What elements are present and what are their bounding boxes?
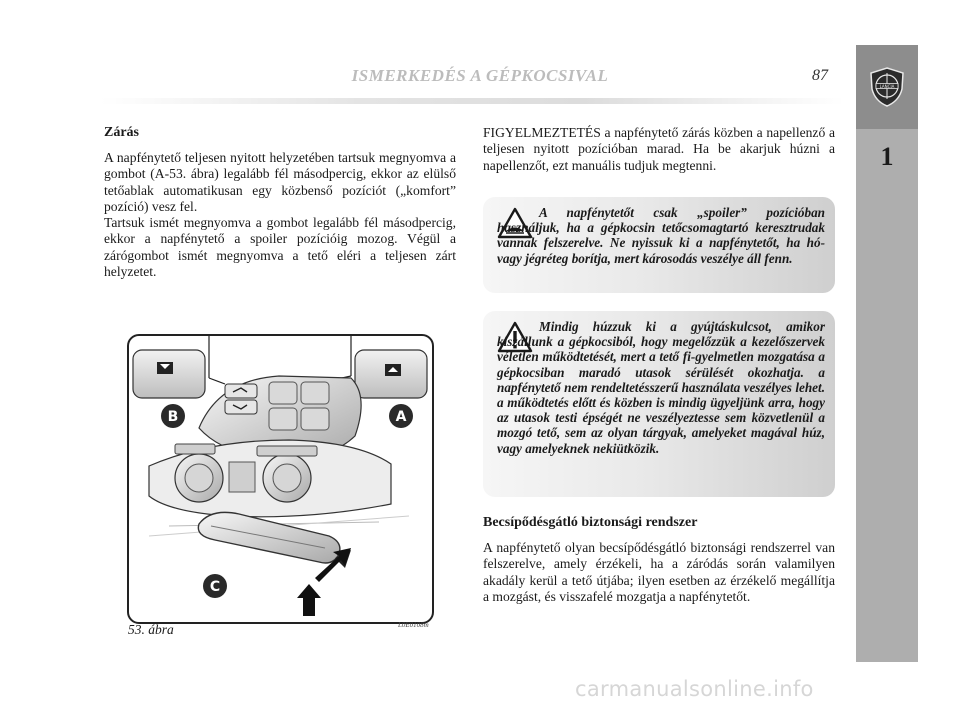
logo-text: LANCIA (879, 83, 895, 89)
sunroof-controls-drawing (129, 336, 432, 622)
logo-badge (856, 45, 918, 129)
right-column (483, 125, 835, 174)
label-a: A (395, 409, 407, 425)
note-text: A napfénytetőt csak „spoiler” pozícióban használjuk, ha a gépkocsin tetőcsomagtartó keresztrudak vannak felszerelve. Ne nyissuk ki a napfénytetőt, ha hó- vagy jégréteg borítja, mert károsodás veszélye áll fenn. (497, 205, 825, 266)
section-heading-closing: Zárás (104, 125, 139, 140)
note-text: Mindig húzzuk ki a gyújtáskulcsot, amikor kiszállunk a gépkocsiból, hogy megelőzzük a kezelőszervek véletlen működtetését, mert a tető fi-gyelmetlen mozgatása a gépkocsiban maradó utasok sérülését okozhatja. a napfénytető nem rendeltetésszerű használata veszélyes lehet. a működtetés előtt és közben is mindig ügyeljünk arra, hogy az utasok testi épségét ne veszélyeztesse sem közvetlenül a mozgó tető, sem az olyan tárgyak, amelyeket magával húz, vagy amelyeknek nekiütközik. (497, 319, 825, 456)
note-box-snow-ice (483, 197, 835, 293)
label-b: B (167, 409, 179, 425)
figure-caption: 53. ábra (128, 622, 174, 637)
paragraph: A napfénytető olyan becsípődésgátló biztonsági rendszerrel van felszerelve, amely érzékeli, ha a záródás során valamilyen akadály kerül a tető útjába; ilyen esetben az érzékelő megállítja a mozgást, és visszafelé mozgatja a napfénytetőt. (483, 540, 835, 604)
paragraph: Tartsuk ismét megnyomva a gombot legalább fél másodpercig, ekkor a napfénytető a spoiler pozícióig mozog. Végül a zárógombot ismét megnyomva a tető eléri a teljesen zárt helyzetet. (104, 215, 456, 280)
arrow-icon (297, 584, 321, 616)
label-c: C (209, 579, 221, 595)
figure-code: L0E0108m (398, 621, 429, 629)
page-number: 87 (812, 67, 828, 84)
figure-illustration (127, 334, 434, 624)
watermark: carmanualsonline.info (575, 677, 814, 701)
warning-paragraph: FIGYELMEZTETÉS a napfénytető zárás közben a napellenző a teljesen nyitott pozícióban marad. Ha be akarjuk húzni a napellenzőt, ezt manuális tudjuk megtenni. (483, 125, 835, 173)
section-heading-anti-pinch: Becsípődésgátló biztonsági rendszer (483, 515, 698, 530)
chapter-sidebar (856, 45, 918, 662)
paragraph: A napfénytető teljesen nyitott helyzetében tartsuk megnyomva a gombot (A-53. ábra) legalább fél másodpercig, ekkor az elülső tetőablak automatikusan egy közbenső pozíciót („komfort” pozíció) vesz fel. (104, 150, 456, 214)
header-title: ISMERKEDÉS A GÉPKOCSIVAL (351, 66, 609, 85)
header-rule (100, 98, 844, 104)
chapter-number: 1 (880, 142, 894, 171)
anti-pinch-section (483, 515, 835, 605)
lancia-shield-icon (869, 67, 905, 107)
left-column (104, 125, 456, 280)
note-box-ignition-key (483, 311, 835, 497)
